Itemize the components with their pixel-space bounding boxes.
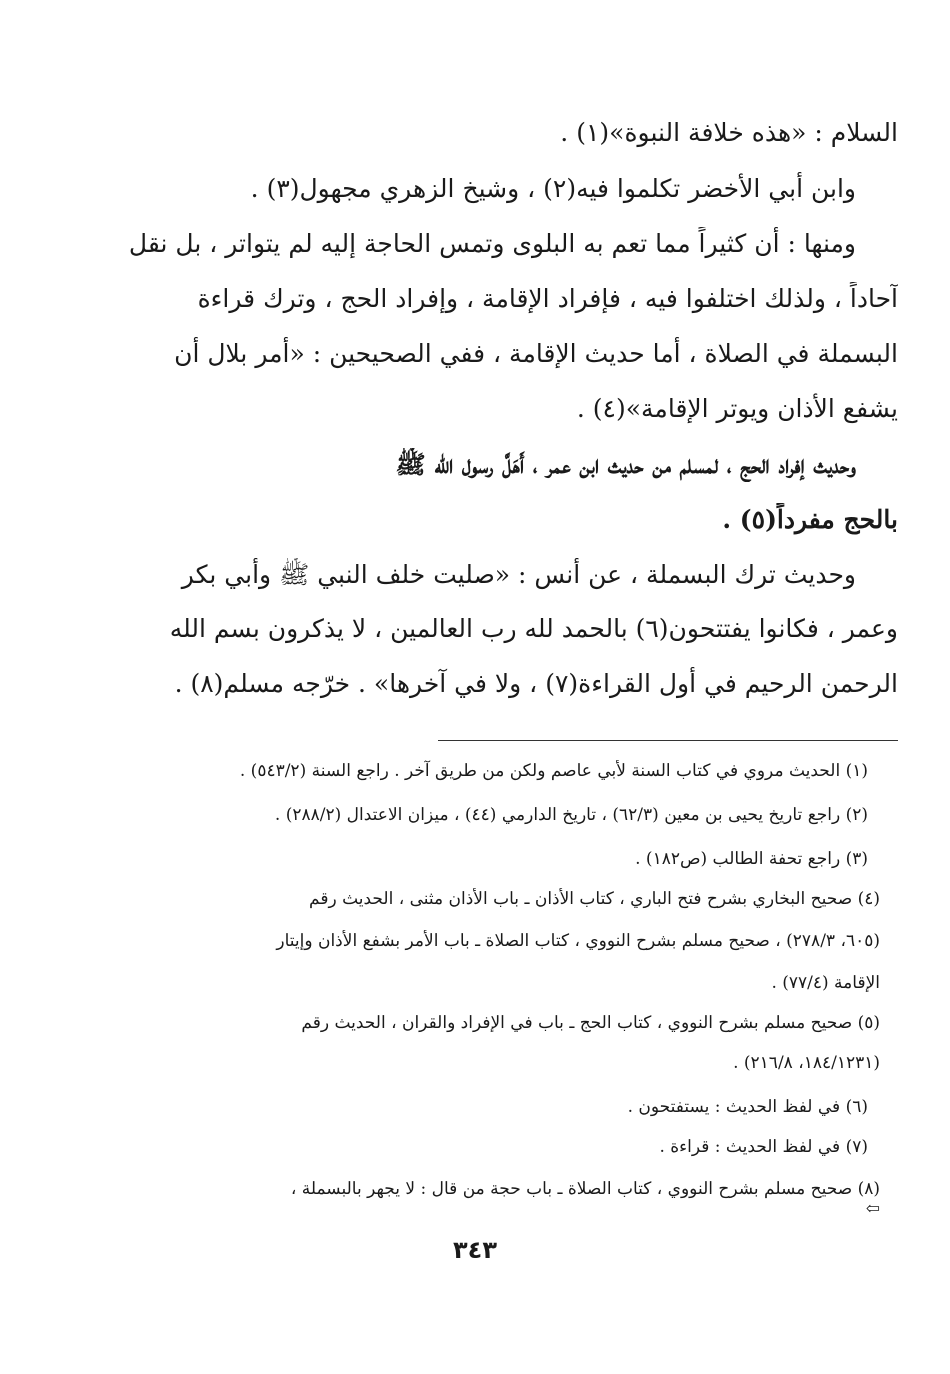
body-line: البسملة في الصلاة ، أما حديث الإقامة ، ففي الصحيحين : «أمر بلال أن <box>174 339 898 368</box>
body-line: يشفع الأذان ويوتر الإقامة»(٤) . <box>576 394 898 423</box>
body-line: وابن أبي الأخضر تكلموا فيه(٢) ، وشيخ الزهري مجهول(٣) . <box>250 174 856 203</box>
footnote-line: (٦٠٥، ٢٧٨/٣) ، صحيح مسلم بشرح النووي ، كتاب الصلاة ـ باب الأمر بشفع الأذان وإيتار <box>276 931 880 951</box>
page-number: ٣٤٣ <box>453 1236 497 1264</box>
body-line: ومنها : أن كثيراً مما تعم به البلوى وتمس الحاجة إليه لم يتواتر ، بل نقل <box>128 229 856 258</box>
body-line: وحديث إفراد الحج ، لمسلم من حديث ابن عمر ، أَهَلَّ رسول الله ﷺ <box>395 450 856 479</box>
footnote-line: (١٨٤/١٢٣١، ٢١٦/٨) . <box>733 1053 880 1073</box>
body-line: وحديث ترك البسملة ، عن أنس : «صليت خلف النبي ﷺ وأبي بكر <box>181 560 856 589</box>
body-line: آحاداً ، ولذلك اختلفوا فيه ، فإفراد الإقامة ، وإفراد الحج ، وترك قراءة <box>197 284 898 313</box>
footnote-line: (٥) صحيح مسلم بشرح النووي ، كتاب الحج ـ باب في الإفراد والقران ، الحديث رقم <box>301 1013 880 1033</box>
footnote-divider <box>438 740 898 741</box>
footnote-line: الإقامة (٧٧/٤) . <box>771 973 880 993</box>
body-line: السلام : «هذه خلافة النبوة»(١) . <box>560 118 898 147</box>
footnote-line: (٨) صحيح مسلم بشرح النووي ، كتاب الصلاة ـ باب حجة من قال : لا يجهر بالبسملة ، <box>290 1179 880 1199</box>
footnote-line: (٣) راجع تحفة الطالب (ص١٨٢) . <box>635 849 868 869</box>
body-line: وعمر ، فكانوا يفتتحون(٦) بالحمد لله رب العالمين ، لا يذكرون بسم الله <box>169 614 898 643</box>
footnote-line: (٧) في لفظ الحديث : قراءة . <box>659 1137 868 1157</box>
footnote-line: (٦) في لفظ الحديث : يستفتحون . <box>627 1097 868 1117</box>
continuation-arrow-icon: ⇦ <box>865 1199 880 1219</box>
body-line: الرحمن الرحيم في أول القراءة(٧) ، ولا في آخرها» . خرّجه مسلم(٨) . <box>174 669 898 698</box>
footnote-line: (٢) راجع تاريخ يحيى بن معين (٦٢/٣) ، تاريخ الدارمي (٤٤) ، ميزان الاعتدال (٢٨٨/٢) . <box>274 805 868 825</box>
body-line: بالحج مفرداً(٥) . <box>722 505 898 534</box>
footnote-line: (١) الحديث مروي في كتاب السنة لأبي عاصم ولكن من طريق آخر . راجع السنة (٥٤٣/٢) . <box>239 761 868 781</box>
footnote-line: (٤) صحيح البخاري بشرح فتح الباري ، كتاب الأذان ـ باب الأذان مثنى ، الحديث رقم <box>309 889 880 909</box>
